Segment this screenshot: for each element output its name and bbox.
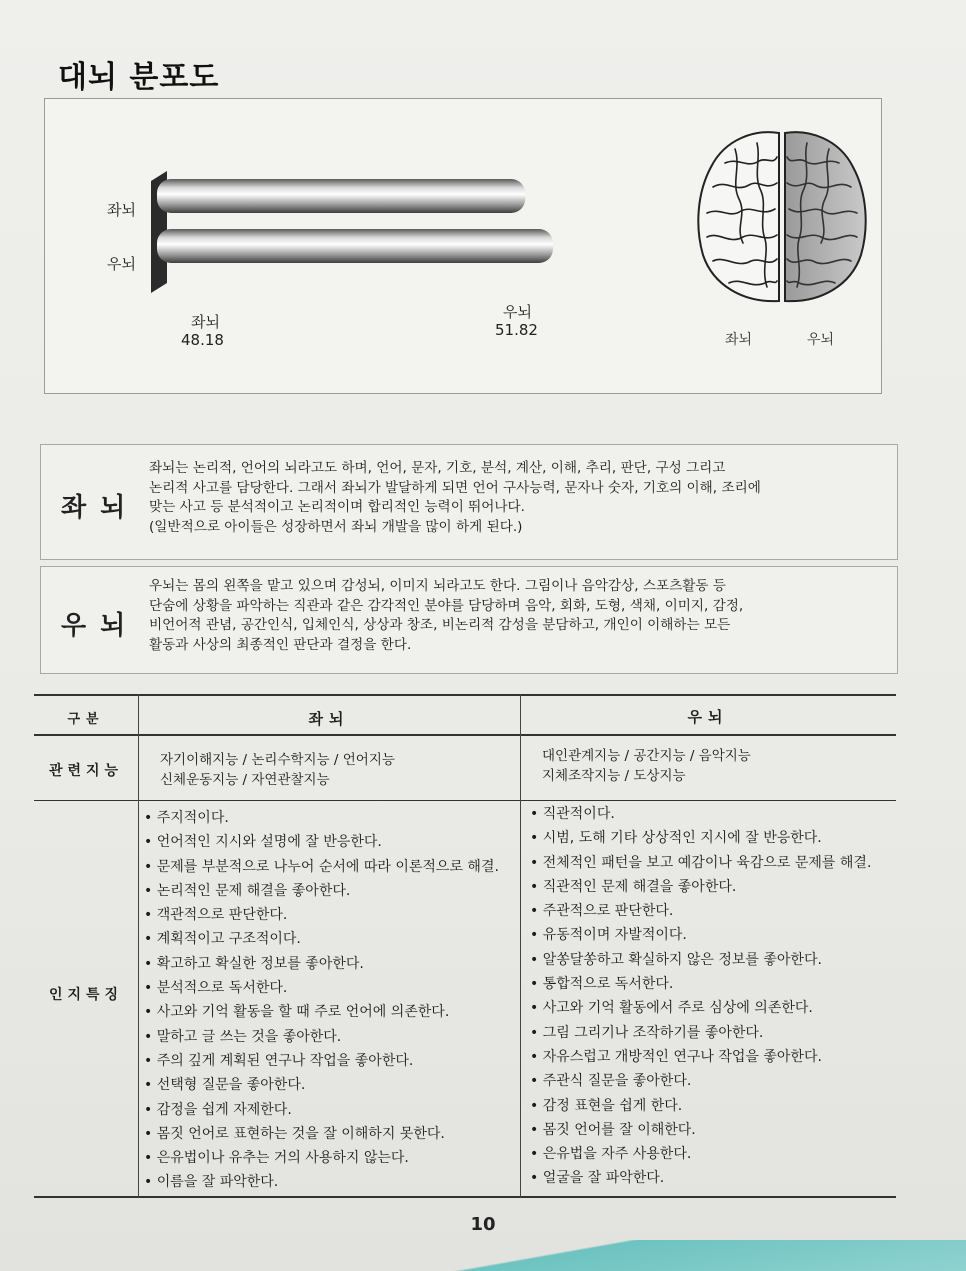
bar-right-brain — [157, 229, 553, 263]
brain-right-hemisphere — [785, 132, 866, 301]
right-intelligence-line: 지체조작지능 / 도상지능 — [542, 768, 686, 784]
value-label-left-name: 좌뇌 — [191, 313, 220, 331]
value-label-right-number: 51.82 — [495, 321, 538, 339]
page-number: 10 — [470, 1214, 496, 1235]
left-brain-text — [149, 459, 887, 537]
right-trait-item: • 시범, 도해 기타 상상적인 지시에 잘 반응한다. — [530, 826, 871, 850]
right-trait-item: • 감정 표현을 쉽게 한다. — [530, 1094, 871, 1118]
left-trait-item: • 이름을 잘 파악한다. — [144, 1170, 499, 1194]
value-label-left-number: 48.18 — [181, 331, 224, 349]
right-trait-item: • 통합적으로 독서한다. — [530, 972, 871, 996]
left-trait-item: • 주의 깊게 계획된 연구나 작업을 좋아한다. — [144, 1049, 499, 1073]
right-trait-item: • 그림 그리기나 조작하기를 좋아한다. — [530, 1021, 871, 1045]
brain-illustration-icon — [695, 127, 869, 307]
header-category: 구분 — [67, 712, 105, 727]
left-trait-item: • 논리적인 문제 해결을 좋아한다. — [144, 879, 499, 903]
value-label-right-name: 우뇌 — [503, 303, 532, 321]
left-desc-line: 좌뇌는 논리적, 언어의 뇌라고도 하며, 언어, 문자, 기호, 분석, 계산, 이해, 추리, 판단, 구성 그리고 — [149, 460, 726, 476]
left-desc-line: (일반적으로 아이들은 성장하면서 좌뇌 개발을 많이 하게 된다.) — [149, 518, 523, 535]
right-intelligence-line: 대인관계지능 / 공간지능 / 음악지능 — [542, 748, 751, 764]
right-brain-description — [40, 566, 898, 674]
right-trait-item: • 유동적이며 자발적이다. — [530, 923, 871, 947]
right-trait-item: • 주관적으로 판단한다. — [530, 899, 871, 923]
right-trait-item: • 사고와 기억 활동에서 주로 심상에 의존한다. — [530, 996, 871, 1020]
left-intelligence — [160, 750, 395, 790]
row-head-cognitive-traits: 인지특징 — [48, 987, 124, 1003]
table-vline-2 — [520, 694, 521, 1198]
comparison-table — [34, 694, 896, 1199]
brain-caption-left: 좌뇌 — [725, 332, 753, 348]
left-desc-line: 맞는 사고 등 분석적이고 논리적이며 합리적인 능력이 뛰어나다. — [149, 499, 525, 515]
brain-left-hemisphere — [698, 132, 779, 301]
left-trait-item: • 은유법이나 유추는 거의 사용하지 않는다. — [144, 1146, 499, 1170]
left-brain-heading: 좌뇌 — [61, 493, 140, 523]
category-label-left: 좌뇌 — [107, 201, 136, 219]
left-trait-item: • 언어적인 지시와 설명에 잘 반응한다. — [144, 830, 499, 854]
right-trait-item: • 몸짓 언어를 잘 이해한다. — [530, 1118, 871, 1142]
cover-corner-decoration — [0, 1240, 966, 1271]
right-trait-item: • 알쏭달쏭하고 확실하지 않은 정보를 좋아한다. — [530, 948, 871, 972]
table-header-rule — [34, 734, 896, 736]
left-desc-line: 논리적 사고를 담당한다. 그래서 좌뇌가 발달하게 되면 언어 구사능력, 문자나 숫자, 기호의 이해, 조리에 — [149, 479, 761, 496]
right-traits-list — [530, 802, 871, 1191]
right-desc-line: 비언어적 관념, 공간인식, 입체인식, 상상과 창조, 비논리적 감성을 분담하고, 개인이 이해하는 모든 — [149, 617, 731, 633]
right-intelligence — [542, 746, 751, 786]
right-trait-item: • 직관적인 문제 해결을 좋아한다. — [530, 875, 871, 899]
category-label-right: 우뇌 — [107, 255, 136, 273]
left-trait-item: • 말하고 글 쓰는 것을 좋아한다. — [144, 1025, 499, 1049]
table-bottom-rule — [34, 1196, 896, 1198]
left-trait-item: • 주지적이다. — [144, 806, 499, 830]
left-trait-item: • 확고하고 확실한 정보를 좋아한다. — [144, 952, 499, 976]
header-left-brain: 좌뇌 — [308, 710, 350, 728]
left-trait-item: • 몸짓 언어로 표현하는 것을 잘 이해하지 못한다. — [144, 1122, 499, 1146]
right-trait-item: • 주관식 질문을 좋아한다. — [530, 1069, 871, 1093]
left-trait-item: • 감정을 쉽게 자제한다. — [144, 1098, 499, 1122]
right-brain-text — [149, 577, 887, 655]
brain-caption-right: 우뇌 — [807, 332, 835, 348]
brain-distribution-chart — [44, 98, 882, 394]
table-top-rule — [34, 694, 896, 696]
left-traits-list — [144, 806, 499, 1195]
left-intelligence-line: 신체운동지능 / 자연관찰지능 — [160, 772, 330, 788]
right-desc-line: 단숨에 상황을 파악하는 직관과 같은 감각적인 분야를 담당하며 음악, 회화, 도형, 색채, 이미지, 감정, — [149, 597, 744, 614]
header-right-brain: 우뇌 — [687, 708, 729, 726]
left-trait-item: • 분석적으로 독서한다. — [144, 976, 499, 1000]
left-trait-item: • 선택형 질문을 좋아한다. — [144, 1073, 499, 1097]
page-title: 대뇌 분포도 — [58, 60, 220, 95]
left-trait-item: • 객관적으로 판단한다. — [144, 903, 499, 927]
table-row-rule — [34, 800, 896, 801]
left-intelligence-line: 자기이해지능 / 논리수학지능 / 언어지능 — [160, 752, 395, 768]
right-trait-item: • 자유스럽고 개방적인 연구나 작업을 좋아한다. — [530, 1045, 871, 1069]
table-vline-1 — [138, 694, 139, 1198]
left-trait-item: • 사고와 기억 활동을 할 때 주로 언어에 의존한다. — [144, 1000, 499, 1024]
right-trait-item: • 은유법을 자주 사용한다. — [530, 1142, 871, 1166]
right-trait-item: • 얼굴을 잘 파악한다. — [530, 1166, 871, 1190]
right-desc-line: 우뇌는 몸의 왼쪽을 맡고 있으며 감성뇌, 이미지 뇌라고도 한다. 그림이나 음악감상, 스포츠활동 등 — [149, 578, 726, 594]
left-trait-item: • 계획적이고 구조적이다. — [144, 927, 499, 951]
bar-left-brain — [157, 179, 525, 213]
row-head-intelligence: 관련지능 — [48, 763, 124, 779]
right-desc-line: 활동과 사상의 최종적인 판단과 결정을 한다. — [149, 636, 412, 653]
left-trait-item: • 문제를 부분적으로 나누어 순서에 따라 이론적으로 해결. — [144, 855, 499, 879]
right-trait-item: • 직관적이다. — [530, 802, 871, 826]
right-trait-item: • 전체적인 패턴을 보고 예감이나 육감으로 문제를 해결. — [530, 851, 871, 875]
left-brain-description — [40, 444, 898, 560]
right-brain-heading: 우뇌 — [61, 611, 140, 641]
